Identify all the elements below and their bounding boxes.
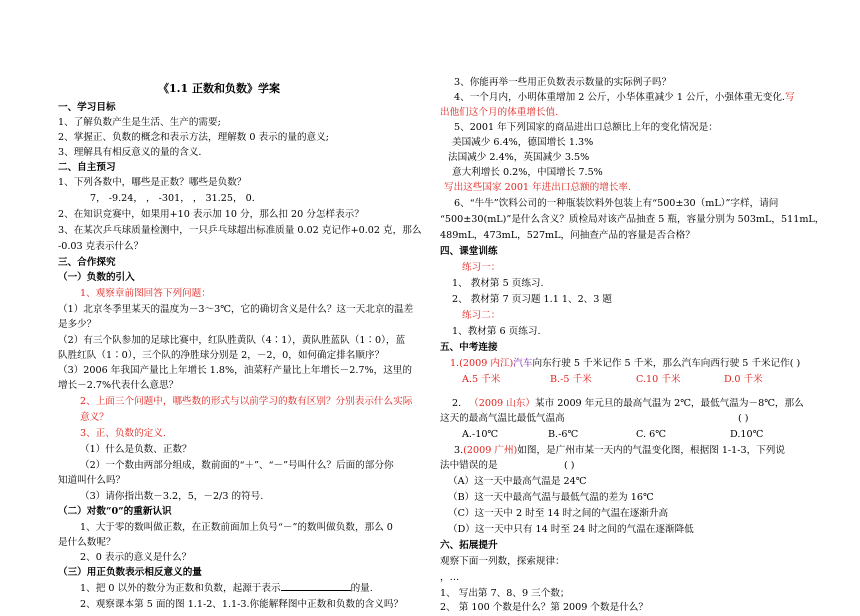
exam-q3-text: 如图，是广州市某一天内的气温变化图，根据图 1-1-3，下列说 [517, 445, 785, 456]
growth-rate-prompt: 写出这些国家 2001 年进出口总额的增长率. [444, 182, 632, 193]
exam-q3-option-a: （A）这一天中最高气温是 24℃ [448, 476, 587, 487]
exam-q1-subject: 汽车 [513, 358, 533, 369]
practice-1-item-1: 1、 教材第 5 页练习. [452, 278, 544, 289]
exam-q3-option-c: （C）这一天中 2 时至 14 时之间的气温在逐渐升高 [448, 508, 669, 519]
practice-1-heading: 练习一： [462, 262, 501, 273]
example-q4-text: 4、一个月内，小明体重增加 2 公斤，小华体重减少 1 公斤，小强体重无变化. [454, 92, 785, 103]
example-q3: 3、你能再举一些用正负数表示数量的实际例子吗？ [454, 77, 672, 88]
fill-blank[interactable] [281, 581, 351, 591]
exam-q3-line1 [454, 442, 785, 459]
observe-prompt: 1、观察章前图回答下列问题： [80, 288, 211, 299]
exam-q2-answer-paren: ( ) [738, 413, 749, 424]
preview-q1: 1、下列各数中，哪些是正数？哪些是负数？ [58, 177, 247, 188]
opposite-q1-start: 1、把 0 以外的数分为正数和负数，起源于表示 [80, 583, 281, 594]
example-q4-red-start: 写 [784, 92, 795, 103]
exam-q3-option-b: （B）这一天中最高气温与最低气温的差为 16℃ [448, 492, 654, 503]
question-2-line2: 队胜红队（1∶0），三个队的净胜球分别是 2，－2，0，如何确定排名顺序？ [58, 350, 385, 361]
pattern-q1: 1、 写出第 7、8、9 三个数； [440, 588, 570, 599]
pattern-sequence: ，… [440, 572, 460, 583]
question-1-line2: 是多少？ [58, 319, 97, 330]
exam-q3-answer-paren: ( ) [564, 460, 575, 471]
subsection-3-heading: （三）用正负数表示相反意义的量 [58, 567, 202, 578]
practice-2-heading: 练习二： [462, 310, 501, 321]
definition-q2-line1: （2）一个数由两部分组成，数前面的“＋”、“－”号叫什么？后面的部分你 [80, 460, 394, 471]
exam-q1-text: 向东行驶 5 千米记作 5 千米，那么汽车向西行驶 5 千米记作( ) [532, 358, 801, 369]
preview-numbers: 7， -9.24， ， -301， ， 31.25， 0. [90, 193, 255, 204]
definition-q3: （3）请你指出数－3.2，5，－2/3 的符号. [80, 491, 264, 502]
exam-q1-option-b: B.-5 千米 [550, 374, 592, 385]
example-q6-line1: 6、“牛牛”饮料公司的一种瓶装饮料外包装上有“500±30（mL）”字样，请问 [454, 198, 779, 209]
exam-q1-source: 1.(2009 内江) [450, 358, 514, 369]
question-3-line2: 增长－2.7%代表什么意思？ [58, 380, 179, 391]
definition-q2-line2: 知道叫什么吗？ [58, 475, 126, 486]
practice-1-item-2: 2、 教材第 7 页习题 1.1 1、2、3 题 [452, 294, 613, 305]
question-1-line1: （1）北京冬季里某天的温度为－3～3℃，它的确切含义是什么？这一天北京的温差 [58, 304, 414, 315]
exam-q2-text: 某市 2009 年元旦的最高气温为 2℃，最低气温为－8℃，那么 [535, 398, 804, 409]
subsection-1-heading: （一）负数的引入 [58, 272, 135, 283]
subsection-2-heading: （二）对数“0”的重新认识 [58, 506, 172, 517]
zero-q1-line2: 是什么数呢？ [58, 537, 116, 548]
exam-q1-option-c: C.10 千米 [636, 374, 681, 385]
section-1-heading: 一、学习目标 [58, 102, 116, 113]
country-line-3: 意大利增长 0.2%，中国增长 7.5% [452, 167, 603, 178]
country-line-1: 美国减少 6.4%，德国增长 1.3% [452, 137, 594, 148]
pattern-q2: 2、 第 100 个数是什么？第 2009 个数是什么？ [440, 602, 648, 613]
exam-q2-line2: 这天的最高气温比最低气温高 [440, 413, 565, 424]
exam-q2-option-b: B.-6℃ [548, 429, 579, 440]
practice-2-item-1: 1、教材第 6 页练习. [452, 326, 541, 337]
preview-q2: 2、在知识竞赛中，如果用+10 表示加 10 分，那么扣 20 分怎样表示？ [58, 209, 364, 220]
preview-q3-line2: -0.03 克表示什么？ [58, 241, 144, 252]
exam-q3-source: (2009 广州) [463, 445, 518, 456]
question-2-line1: （2）有三个队参加的足球比赛中，红队胜黄队（4∶1），黄队胜蓝队（1∶0），蓝 [58, 335, 406, 346]
definition-q1: （1）什么是负数、正数？ [80, 444, 192, 455]
section-6-heading: 六、拓展提升 [440, 540, 498, 551]
section-3-heading: 三、合作探究 [58, 257, 116, 268]
exam-q3-option-d: （D）这一天中只有 14 时至 24 时之间的气温在逐渐降低 [448, 524, 694, 535]
exam-q2-number: 2. [452, 398, 462, 409]
section-5-heading: 五、中考连接 [440, 342, 498, 353]
exam-q1-option-d: D.0 千米 [724, 374, 763, 385]
exam-q2-option-d: D.10℃ [730, 429, 764, 440]
exam-q2-option-c: C. 6℃ [636, 429, 666, 440]
exam-q3-line2: 法中错误的是 [440, 460, 498, 471]
opposite-q1 [80, 580, 373, 597]
example-q5: 5、2001 年下列国家的商品进出口总额比上年的变化情况是： [454, 122, 718, 133]
question-3-line1: （3）2006 年我国产量比上年增长 1.8%，油菜籽产量比上年增长－2.7%，这里的 [58, 365, 412, 376]
country-line-2: 法国减少 2.4%，英国减少 3.5% [448, 152, 590, 163]
section-2-heading: 二、自主预习 [58, 162, 116, 173]
example-q4-line2: 出他们这个月的体重增长值. [440, 107, 559, 118]
difference-prompt-line2: 意义？ [80, 412, 109, 423]
opposite-q2: 2、观察课本第 5 面的图 1.1-2、1.1-3.你能解释图中正数和负数的含义吗？ [80, 599, 404, 610]
exam-q1 [450, 355, 800, 372]
zero-q2: 2、0 表示的意义是什么？ [80, 552, 192, 563]
objective-2: 2、掌握正、负数的概念和表示方法，理解数 0 表示的量的意义; [58, 132, 329, 143]
zero-q1-line1: 1、大于零的数叫做正数，在正数前面加上负号“－”的数叫做负数，那么 0 [80, 522, 393, 533]
exam-q2-source: （2009 山东） [469, 398, 535, 409]
exam-q2-option-a: A.-10℃ [462, 429, 499, 440]
objective-1: 1、了解负数产生是生活、生产的需要; [58, 117, 221, 128]
preview-q3-line1: 3、在某次乒乓球质量检测中，一只乒乓球超出标准质量 0.02 克记作+0.02 克，那么 [58, 225, 422, 236]
page-title: 《1.1 正数和负数》学案 [158, 82, 280, 95]
example-q6-line2: “500±30(mL)”是什么含义？质检局对该产品抽查 5 瓶，容量分别为 503mL，511mL， [440, 214, 825, 225]
example-q6-line3: 489mL，473mL，527mL，问抽查产品的容量是否合格？ [440, 230, 695, 241]
exam-q3-number: 3. [454, 445, 464, 456]
section-4-heading: 四、课堂训练 [440, 246, 498, 257]
exam-q1-option-a: A.5 千米 [462, 374, 501, 385]
opposite-q1-end: 的量. [350, 583, 373, 594]
objective-3: 3、理解具有相反意义的量的含义. [58, 147, 202, 158]
pattern-intro: 观察下面一列数，探索规律： [440, 556, 565, 567]
difference-prompt-line1: 2、上面三个问题中，哪些数的形式与以前学习的数有区别？分别表示什么实际 [80, 396, 413, 407]
definition-heading: 3、正、负数的定义. [80, 428, 166, 439]
